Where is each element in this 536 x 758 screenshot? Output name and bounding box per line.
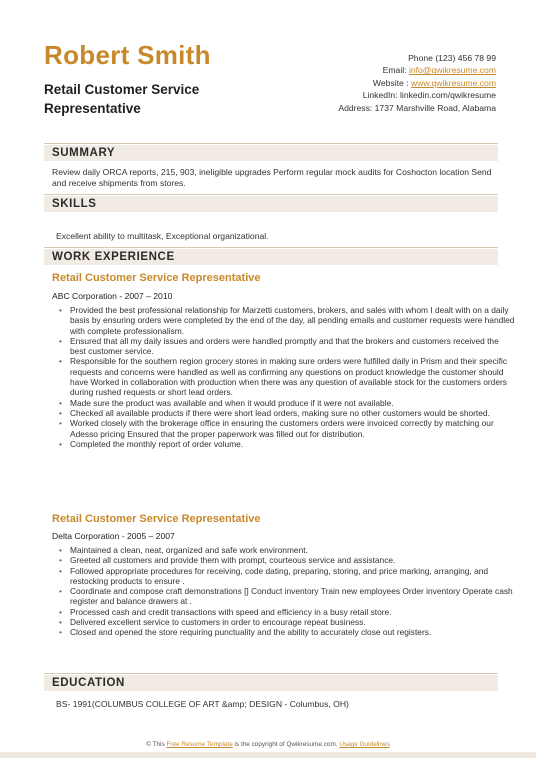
website-link[interactable]: www.qwikresume.com [410, 77, 496, 88]
summary-heading: SUMMARY [44, 145, 498, 161]
website-label: Website : [372, 77, 409, 88]
skills-heading: SKILLS [44, 196, 498, 212]
list-item: • Worked closely with the brokerage office in ensuring the customers orders were invoiced correctly by matching our Adesso pricing Ensured that the proper paperwork was filled out for distribution. [70, 418, 516, 439]
contact-phone [338, 52, 496, 64]
summary-text: Review daily ORCA reports, 215, 903, ineligible upgrades Perform regular mock audits for Coshocton location Send and receive shipments from stores. [52, 167, 492, 189]
job-company: Delta Corporation - 2005 – 2007 [52, 531, 175, 541]
phone-value: (123) 456 78 99 [435, 53, 496, 63]
job-headline: Retail Customer Service Representative [44, 82, 200, 116]
job-company: ABC Corporation - 2007 – 2010 [52, 291, 173, 301]
list-item: • Responsible for the southern region grocery stores in making sure orders were fulfilled daily in Prism and their specific requests and concerns were handled as well as confirming any questions on product knowledge the customer should have Worked in collaboration with production when there was any question of available stock for the customers orders during rushed requests or short lead orders. [70, 356, 516, 397]
list-item: • Coordinate and compose craft demonstrations [] Conduct inventory Train new employees Order inventory Operate cash register and balance drawers at . [70, 586, 516, 607]
footer-bar [0, 752, 536, 758]
contact-address [338, 102, 496, 114]
education-text: BS- 1991(COLUMBUS COLLEGE OF ART &amp; DESIGN - Columbus, OH) [56, 699, 349, 709]
footer [0, 741, 536, 748]
list-item: • Followed appropriate procedures for receiving, code dating, preparing, storing, and price marking, arranging, and restocking products to ensure . [70, 566, 516, 587]
email-label: Email: [382, 65, 407, 76]
section-divider [44, 194, 498, 195]
address-value: 1737 Marshville Road, Alabama [374, 102, 496, 113]
candidate-name: Robert Smith [44, 40, 211, 70]
list-item: • Ensured that all my daily issues and orders were handled promptly and that the brokers and customers received the best customer service. [70, 336, 516, 357]
list-item: • Processed cash and credit transactions with speed and efficiency in a busy retail store. [70, 607, 516, 617]
list-item: • Closed and opened the store requiring punctuality and the ability to accurately close out registers. [70, 627, 516, 637]
list-item: • Completed the monthly report of order volume. [70, 439, 516, 449]
footer-middle: is the copyright of Qwikresume.com. [234, 741, 338, 748]
contact-linkedin [338, 89, 496, 101]
contact-website [338, 77, 496, 89]
footer-prefix: © This [146, 741, 165, 748]
address-label: Address: [338, 102, 373, 113]
email-link[interactable]: info@qwikresume.com [408, 65, 496, 76]
job-bullets [52, 545, 516, 638]
usage-guidelines-link[interactable]: Usage Guidelines [339, 741, 390, 748]
linkedin-value: linkedin.com/qwikresume [400, 90, 496, 101]
list-item: • Made sure the product was available and when it would produce if it were not available. [70, 398, 516, 408]
skills-text: Excellent ability to multitask, Exceptional organizational. [56, 231, 269, 241]
section-divider [44, 143, 498, 144]
contact-email [338, 64, 496, 76]
free-resume-template-link[interactable]: Free Resume Template [166, 741, 233, 748]
list-item: • Checked all available products if there were short lead orders, making sure no other customers would be shorted. [70, 408, 516, 418]
phone-label: Phone [408, 53, 433, 63]
list-item: • Maintained a clean, neat, organized and safe work environment. [70, 545, 516, 555]
job-title: Retail Customer Service Representative [52, 513, 261, 525]
list-item: • Delivered excellent service to customers in order to encourage repeat business. [70, 617, 516, 627]
work-heading: WORK EXPERIENCE [44, 249, 498, 265]
linkedin-label: LinkedIn: [362, 90, 398, 101]
list-item: • Provided the best professional relationship for Marzetti customers, brokers, and sales with whom I dealt with on a daily basis by ensuring orders were completed by the end of the day, all pending emails and customer requests were handled with complete professionalism. [70, 305, 516, 336]
job-bullets [52, 305, 516, 449]
job-title: Retail Customer Service Representative [52, 272, 261, 284]
section-divider [44, 673, 498, 674]
list-item: • Greeted all customers and provide them with prompt, courteous service and assistance. [70, 555, 516, 565]
education-heading: EDUCATION [44, 675, 498, 691]
section-divider [44, 247, 498, 248]
contact-block [338, 52, 496, 114]
